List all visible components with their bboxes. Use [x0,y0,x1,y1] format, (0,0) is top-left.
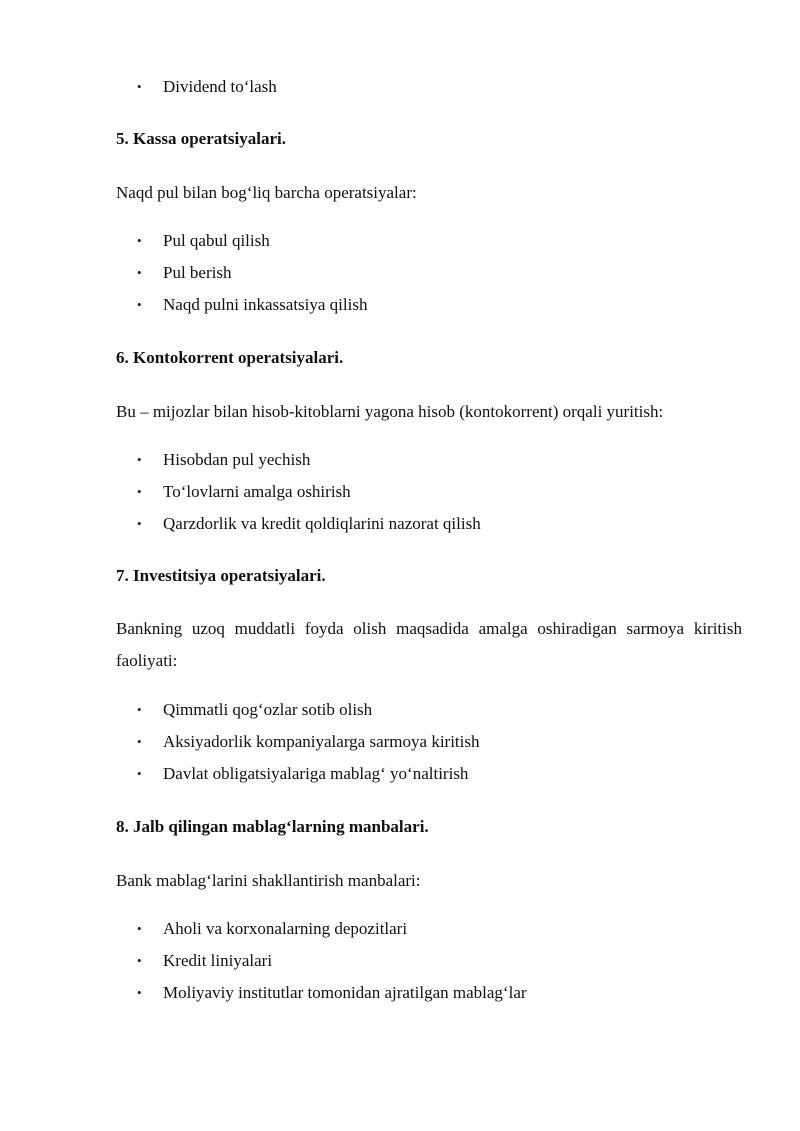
bullet-glyph: • [137,953,142,968]
bullet-glyph: • [137,734,142,749]
bullet-glyph: • [137,233,142,248]
list-item-text: To‘lovlarni amalga oshirish [163,482,351,501]
list-item-text: Qarzdorlik va kredit qoldiqlarini nazorat qilish [163,514,481,533]
bullet-glyph: • [137,766,142,781]
bullet-glyph: • [137,702,142,717]
list-item [137,293,367,317]
list-item [137,762,468,786]
section-heading-7: 7. Investitsiya operatsiyalari. [116,566,326,585]
list-item-text: Naqd pulni inkassatsiya qilish [163,295,368,314]
bullet-glyph: • [137,79,142,94]
bullet-glyph: • [137,297,142,312]
section-heading-5: 5. Kassa operatsiyalari. [116,129,286,148]
list-item [137,229,270,253]
list-item-text: Davlat obligatsiyalariga mablag‘ yo‘naltirish [163,764,469,783]
bullet-glyph: • [137,452,142,467]
section-intro-8: Bank mablag‘larini shakllantirish manbalari: [116,871,421,890]
section-intro-5: Naqd pul bilan bog‘liq barcha operatsiyalar: [116,183,417,202]
section-intro-7: Bankning uzoq muddatli foyda olish maqsadida amalga oshiradigan sarmoya kiritish faoliyati: [116,619,742,670]
list-item [137,261,231,285]
list-item-text: Pul qabul qilish [163,231,270,250]
bullet-glyph: • [137,985,142,1000]
list-item-text: Aholi va korxonalarning depozitlari [163,919,408,938]
bullet-glyph: • [137,921,142,936]
section-heading-8: 8. Jalb qilingan mablag‘larning manbalari. [116,817,429,836]
list-item [137,949,272,973]
section-heading-6: 6. Kontokorrent operatsiyalari. [116,348,344,367]
list-item [137,448,310,472]
list-item [137,75,277,99]
list-item [137,730,479,754]
bullet-glyph: • [137,516,142,531]
list-item-text: Dividend to‘lash [163,77,277,96]
list-item [137,512,481,536]
list-item-text: Moliyaviy institutlar tomonidan ajratilgan mablag‘lar [163,983,527,1002]
list-item [137,480,351,504]
list-item [137,981,527,1005]
section-intro-6: Bu – mijozlar bilan hisob-kitoblarni yagona hisob (kontokorrent) orqali yuritish: [116,402,664,421]
bullet-glyph: • [137,265,142,280]
bullet-glyph: • [137,484,142,499]
list-item-text: Qimmatli qog‘ozlar sotib olish [163,700,373,719]
list-item-text: Kredit liniyalari [163,951,273,970]
list-item [137,917,407,941]
list-item-text: Hisobdan pul yechish [163,450,311,469]
list-item [137,698,372,722]
list-item-text: Aksiyadorlik kompaniyalarga sarmoya kiritish [163,732,480,751]
list-item-text: Pul berish [163,263,232,282]
